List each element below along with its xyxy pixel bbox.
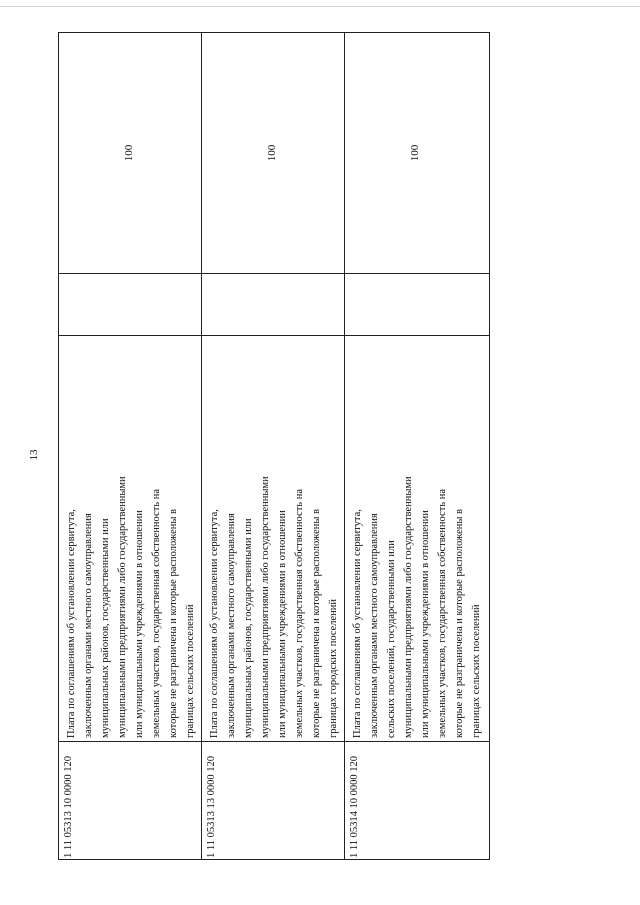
scan-edge-line <box>0 6 640 7</box>
description-line: Плата по соглашениям об установлении сервитута, <box>352 509 363 738</box>
revenue-value: 100 <box>409 144 421 162</box>
revenue-code: 1 11 05313 13 0000 120 <box>206 756 217 858</box>
revenue-description <box>349 338 485 738</box>
description-line: или муниципальными учреждениями в отношении <box>277 510 288 738</box>
table-row <box>58 32 202 860</box>
empty-cell <box>202 273 344 335</box>
revenue-code: 1 11 05314 10 0000 120 <box>349 756 360 858</box>
description-line: которые не разграничена и которые расположены в <box>454 508 465 738</box>
table-row <box>201 32 345 860</box>
description-line: которые не разграничена и которые расположены в <box>168 508 179 738</box>
description-line: заключенным органами местного самоуправления <box>83 513 94 738</box>
description-line: муниципальных районов, государственными или <box>100 518 111 738</box>
code-cell <box>202 741 344 861</box>
description-line: земельных участков, государственная собственность на <box>151 489 162 738</box>
revenue-description <box>206 338 342 738</box>
description-line: земельных участков, государственная собственность на <box>437 489 448 738</box>
description-line: земельных участков, государственная собственность на <box>294 489 305 738</box>
value-cell <box>59 33 201 273</box>
description-line: заключенным органами местного самоуправления <box>369 513 380 738</box>
revenue-value: 100 <box>123 144 135 162</box>
description-cell <box>59 335 201 741</box>
description-line: сельских поселений, государственными или <box>386 540 397 738</box>
description-line: или муниципальными учреждениями в отношении <box>134 510 145 738</box>
code-cell <box>345 741 489 861</box>
revenue-value: 100 <box>266 144 278 162</box>
description-line: границах сельских поселений <box>471 604 482 738</box>
description-line: которые не разграничена и которые расположены в <box>311 508 322 738</box>
value-cell <box>345 33 489 273</box>
description-cell <box>345 335 489 741</box>
description-line: или муниципальными учреждениями в отношении <box>420 510 431 738</box>
description-line: муниципальными предприятиями либо государственными <box>260 476 271 738</box>
description-line: заключенным органами местного самоуправления <box>226 513 237 738</box>
empty-cell <box>59 273 201 335</box>
value-cell <box>202 33 344 273</box>
revenue-description <box>63 338 199 738</box>
description-cell <box>202 335 344 741</box>
table-row <box>344 32 490 860</box>
description-line: Плата по соглашениям об установлении сервитута, <box>209 509 220 738</box>
code-cell <box>59 741 201 861</box>
description-line: границах сельских поселений <box>185 604 196 738</box>
description-line: муниципальными предприятиями либо государственными <box>117 476 128 738</box>
description-line: границах городских поселений <box>328 598 339 738</box>
description-line: Плата по соглашениям об установлении сервитута, <box>66 509 77 738</box>
description-line: муниципальными предприятиями либо государственными <box>403 476 414 738</box>
revenue-table <box>58 32 490 860</box>
description-line: муниципальных районов, государственными или <box>243 518 254 738</box>
revenue-code: 1 11 05313 10 0000 120 <box>63 756 74 858</box>
page-number: 13 <box>28 449 40 461</box>
empty-cell <box>345 273 489 335</box>
